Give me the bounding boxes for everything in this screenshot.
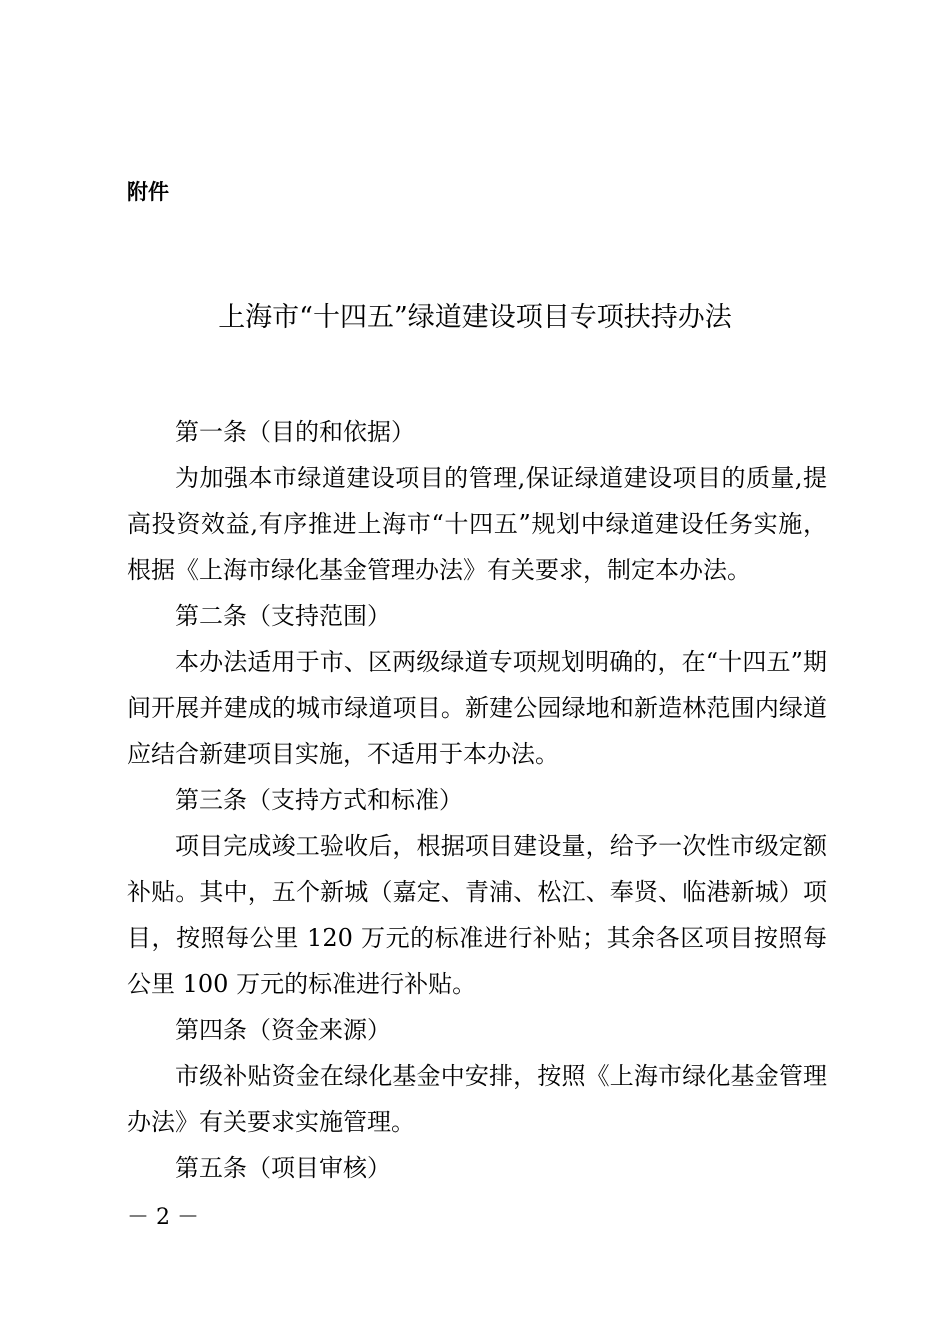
article-1-body: 为加强本市绿道建设项目的管理,保证绿道建设项目的质量,提高投资效益,有序推进上海市“十四五”规划中绿道建设任务实施，根据《上海市绿化基金管理办法》有关要求，制定本办法。 [127, 464, 827, 584]
article-2-heading: 第二条（支持范围） [175, 602, 391, 630]
article-3-heading: 第三条（支持方式和标准） [175, 786, 463, 814]
article-2-body: 本办法适用于市、区两级绿道专项规划明确的，在“十四五”期间开展并建成的城市绿道项目。新建公园绿地和新造林范围内绿道应结合新建项目实施，不适用于本办法。 [127, 648, 827, 768]
article-5-heading: 第五条（项目审核） [175, 1154, 391, 1182]
document-title: 上海市“十四五”绿道建设项目专项扶持办法 [218, 302, 732, 333]
page-number: － 2 － [127, 1205, 199, 1230]
article-4-heading: 第四条（资金来源） [175, 1016, 391, 1044]
document-body [127, 409, 827, 1191]
article-4-body: 市级补贴资金在绿化基金中安排，按照《上海市绿化基金管理办法》有关要求实施管理。 [127, 1062, 827, 1136]
article-3-body: 项目完成竣工验收后，根据项目建设量，给予一次性市级定额补贴。其中，五个新城（嘉定、青浦、松江、奉贤、临港新城）项目，按照每公里 120 万元的标准进行补贴；其余各区项目按照每公里 100 万元的标准进行补贴。 [127, 832, 827, 998]
attachment-label: 附件 [127, 180, 169, 204]
article-1-heading: 第一条（目的和依据） [175, 418, 415, 446]
